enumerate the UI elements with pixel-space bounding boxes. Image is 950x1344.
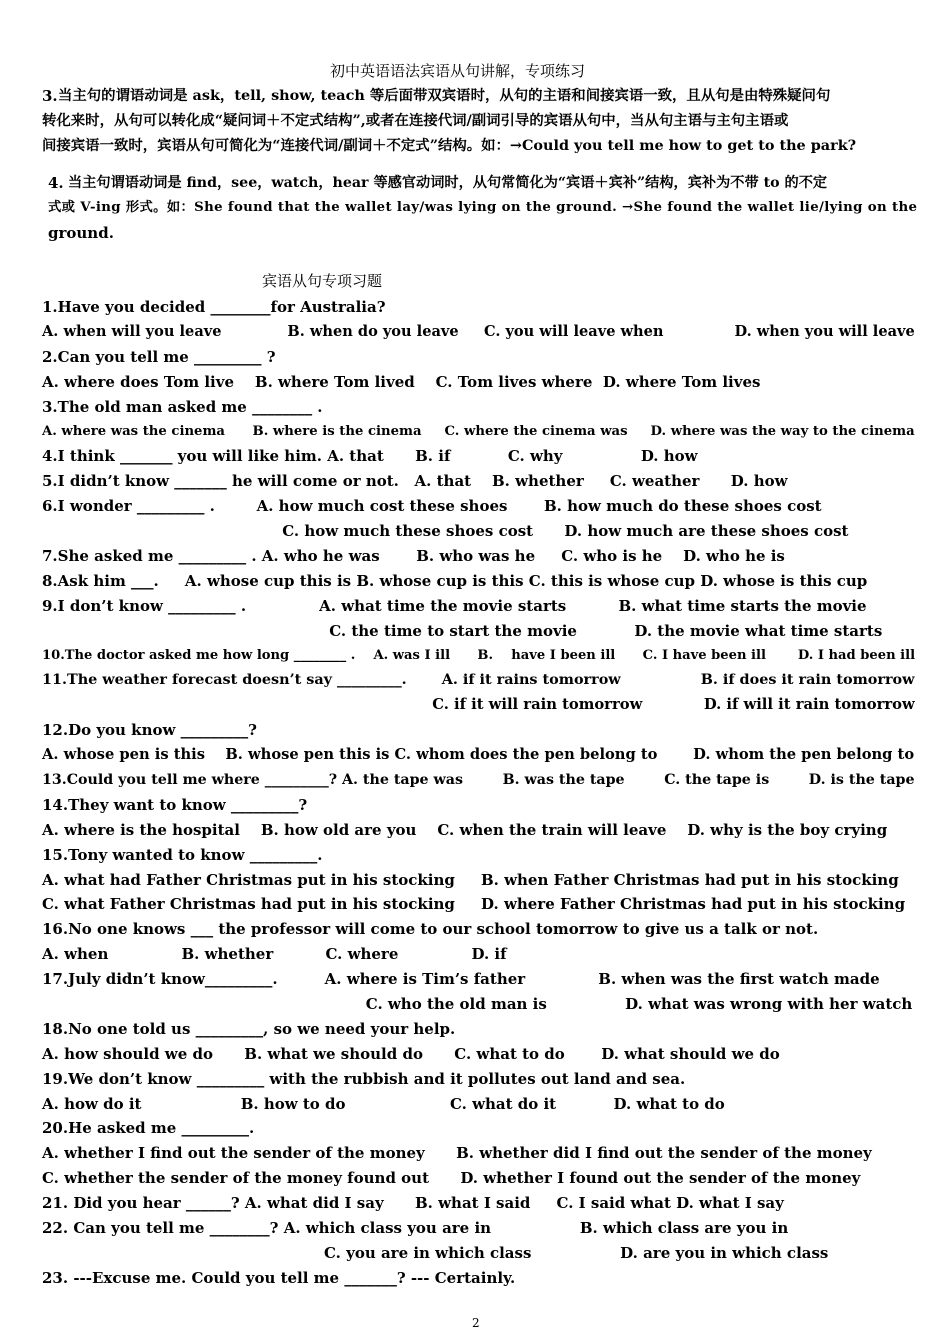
exercise-line: C. how much these shoes cost D. how much are these shoes cost — [42, 522, 849, 540]
exercise-line: 5.I didn’t know _______ he will come or not. A. that B. whether C. weather D. how — [42, 472, 788, 490]
exercise-line: 8.Ask him ___. A. whose cup this is B. whose cup is this C. this is whose cup D. whose is this cup — [42, 572, 868, 590]
exercise-title: 宾语从句专项习题 — [262, 272, 383, 290]
exercise-line: A. whose pen is this B. whose pen this is C. whom does the pen belong to D. whom the pen belong to — [42, 746, 915, 763]
exercise-line: A. when B. whether C. where D. if — [42, 945, 507, 963]
exercise-line: 3.The old man asked me ________ . — [42, 398, 323, 416]
exercise-line: A. how should we do B. what we should do C. what to do D. what should we do — [42, 1045, 780, 1063]
exercise-line: 15.Tony wanted to know _________. — [42, 846, 323, 864]
exercise-line: A. where is the hospital B. how old are you C. when the train will leave D. why is the boy crying — [42, 821, 888, 839]
rule-3-number: 3. — [42, 87, 58, 105]
exercise-line: A. what had Father Christmas put in his stocking B. when Father Christmas had put in his stocking — [42, 871, 899, 889]
rule-4-number: 4. — [48, 174, 64, 192]
rule-4-line-3: ground. — [48, 224, 114, 242]
exercise-line: 16.No one knows ___ the professor will come to our school tomorrow to give us a talk or not. — [42, 920, 819, 938]
exercise-line: 18.No one told us _________, so we need your help. — [42, 1020, 456, 1038]
rule-4-line-1: 当主句谓语动词是 find，see，watch，hear 等感官动词时，从句常简化为“宾语＋宾补”结构，宾补为不带 to 的不定 — [68, 175, 828, 191]
rule-4-line-2: 式或 V-ing 形式。如：She found that the wallet lay/was lying on the ground. →She found the wallet lie/lying on the — [48, 200, 918, 215]
exercise-line: A. whether I find out the sender of the money B. whether did I find out the sender of the money — [42, 1144, 872, 1162]
exercise-line: 17.July didn’t know_________. A. where is Tim’s father B. when was the first watch made — [42, 970, 880, 988]
exercise-line: 2.Can you tell me _________ ? — [42, 348, 276, 366]
rule-3-line-3: 间接宾语一致时，宾语从句可简化为“连接代词/副词＋不定式”结构。如：→Could you tell me how to get to the park? — [42, 137, 857, 154]
exercise-line: C. if it will rain tomorrow D. if will it rain tomorrow — [42, 696, 915, 713]
rule-3-line-2: 转化来时，从句可以转化成“疑问词＋不定式结构”,或者在连接代词/副词引导的宾语从句中，当从句主语与主句主语或 — [42, 112, 789, 129]
exercise-line: 9.I don’t know _________ . A. what time the movie starts B. what time starts the movie — [42, 597, 867, 615]
exercise-line: 6.I wonder _________ . A. how much cost these shoes B. how much do these shoes cost — [42, 497, 822, 515]
exercise-line: 20.He asked me _________. — [42, 1119, 255, 1137]
exercise-line: 10.The doctor asked me how long ________ . A. was I ill B. have I been ill C. I have been ill D. I had been ill — [42, 648, 916, 663]
exercise-line: C. who the old man is D. what was wrong with her watch — [42, 995, 913, 1013]
exercise-line: 12.Do you know _________? — [42, 721, 257, 739]
exercise-line: 23. ---Excuse me. Could you tell me _______? --- Certainly. — [42, 1269, 516, 1287]
page-number: 2 — [472, 1316, 480, 1330]
exercise-line: 1.Have you decided ________for Australia? — [42, 298, 386, 316]
exercise-line: 19.We don’t know _________ with the rubbish and it pollutes out land and sea. — [42, 1070, 686, 1088]
exercise-line: A. how do it B. how to do C. what do it D. what to do — [42, 1095, 725, 1113]
exercise-line: A. when will you leave B. when do you leave C. you will leave when D. when you will leave — [42, 323, 915, 340]
exercise-line: C. the time to start the movie D. the movie what time starts — [42, 622, 883, 640]
rule-3-line-1: 当主句的谓语动词是 ask，tell, show, teach 等后面带双宾语时，从句的主语和间接宾语一致，且从句是由特殊疑问句 — [58, 87, 831, 104]
exercise-line: C. you are in which class D. are you in which class — [42, 1244, 829, 1262]
exercise-line: A. where does Tom live B. where Tom lived C. Tom lives where D. where Tom lives — [42, 373, 761, 391]
exercise-line: C. whether the sender of the money found out D. whether I found out the sender of the money — [42, 1169, 861, 1187]
exercise-line: 14.They want to know _________? — [42, 796, 308, 814]
exercise-line: C. what Father Christmas had put in his stocking D. where Father Christmas had put in his stocking — [42, 895, 906, 913]
exercise-line: 7.She asked me _________ . A. who he was B. who was he C. who is he D. who he is — [42, 547, 785, 565]
exercise-line: 11.The weather forecast doesn’t say _________. A. if it rains tomorrow B. if does it rain tomorrow — [42, 671, 915, 688]
exercise-line: A. where was the cinema B. where is the cinema C. where the cinema was D. where was the way to the cinema — [42, 424, 915, 439]
exercise-line: 21. Did you hear ______? A. what did I say B. what I said C. I said what D. what I say — [42, 1194, 784, 1212]
exercise-line: 4.I think _______ you will like him. A. that B. if C. why D. how — [42, 447, 698, 465]
exercise-line: 13.Could you tell me where _________? A. the tape was B. was the tape C. the tape is D. is the tape — [42, 772, 915, 788]
page-header-title: 初中英语语法宾语从句讲解，专项练习 — [330, 62, 586, 80]
exercise-line: 22. Can you tell me ________? A. which class you are in B. which class are you in — [42, 1219, 789, 1237]
